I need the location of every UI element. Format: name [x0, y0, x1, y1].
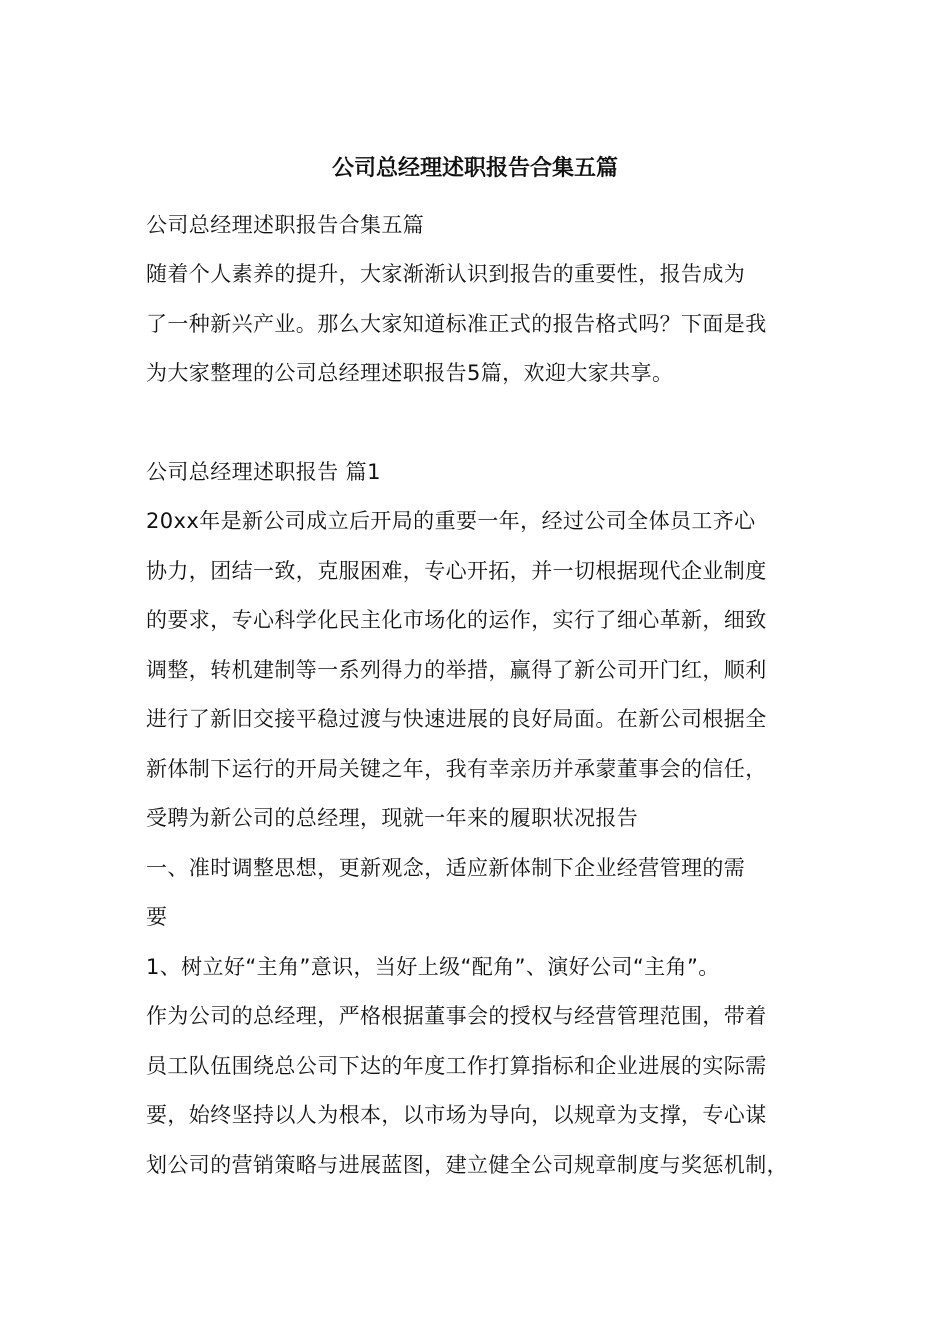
item-one-line-3: 员工队伍围绕总公司下达的年度工作打算指标和企业进展的实际需: [146, 1054, 767, 1078]
body-line-2: 协力，团结一致，克服困难，专心开拓，并一切根据现代企业制度: [146, 559, 767, 583]
body-line-6: 新体制下运行的开局关键之年，我有幸亲历并承蒙董事会的信任，: [146, 757, 767, 781]
point-one-line-2: 要: [146, 905, 168, 929]
subtitle-line: 公司总经理述职报告合集五篇: [146, 213, 425, 237]
item-one-line-1: 1、树立好“主角”意识，当好上级“配角”、演好公司“主角”。: [146, 955, 720, 979]
intro-line-3: 为大家整理的公司总经理述职报告5篇，欢迎大家共享。: [146, 361, 674, 385]
section-heading: 公司总经理述职报告 篇1: [146, 460, 381, 484]
body-line-4: 调整，转机建制等一系列得力的举措，赢得了新公司开门红，顺利: [146, 658, 767, 682]
item-one-line-2: 作为公司的总经理，严格根据董事会的授权与经营管理范围，带着: [146, 1004, 767, 1028]
intro-line-1: 随着个人素养的提升，大家渐渐认识到报告的重要性，报告成为: [146, 262, 746, 286]
item-one-line-4: 要，始终坚持以人为根本，以市场为导向，以规章为支撑，专心谋: [146, 1103, 767, 1127]
body-line-1: 20xx年是新公司成立后开局的重要一年，经过公司全体员工齐心: [146, 509, 756, 533]
body-line-3: 的要求，专心科学化民主化市场化的运作，实行了细心革新，细致: [146, 608, 767, 632]
body-line-5: 进行了新旧交接平稳过渡与快速进展的良好局面。在新公司根据全: [146, 707, 767, 731]
item-one-line-5: 划公司的营销策略与进展蓝图，建立健全公司规章制度与奖惩机制，: [146, 1153, 788, 1177]
point-one-line-1: 一、准时调整思想，更新观念，适应新体制下企业经营管理的需: [146, 856, 746, 880]
document-title: 公司总经理述职报告合集五篇: [331, 156, 618, 181]
body-line-7: 受聘为新公司的总经理，现就一年来的履职状况报告: [146, 806, 639, 830]
intro-line-2: 了一种新兴产业。那么大家知道标准正式的报告格式吗？下面是我: [146, 312, 767, 336]
